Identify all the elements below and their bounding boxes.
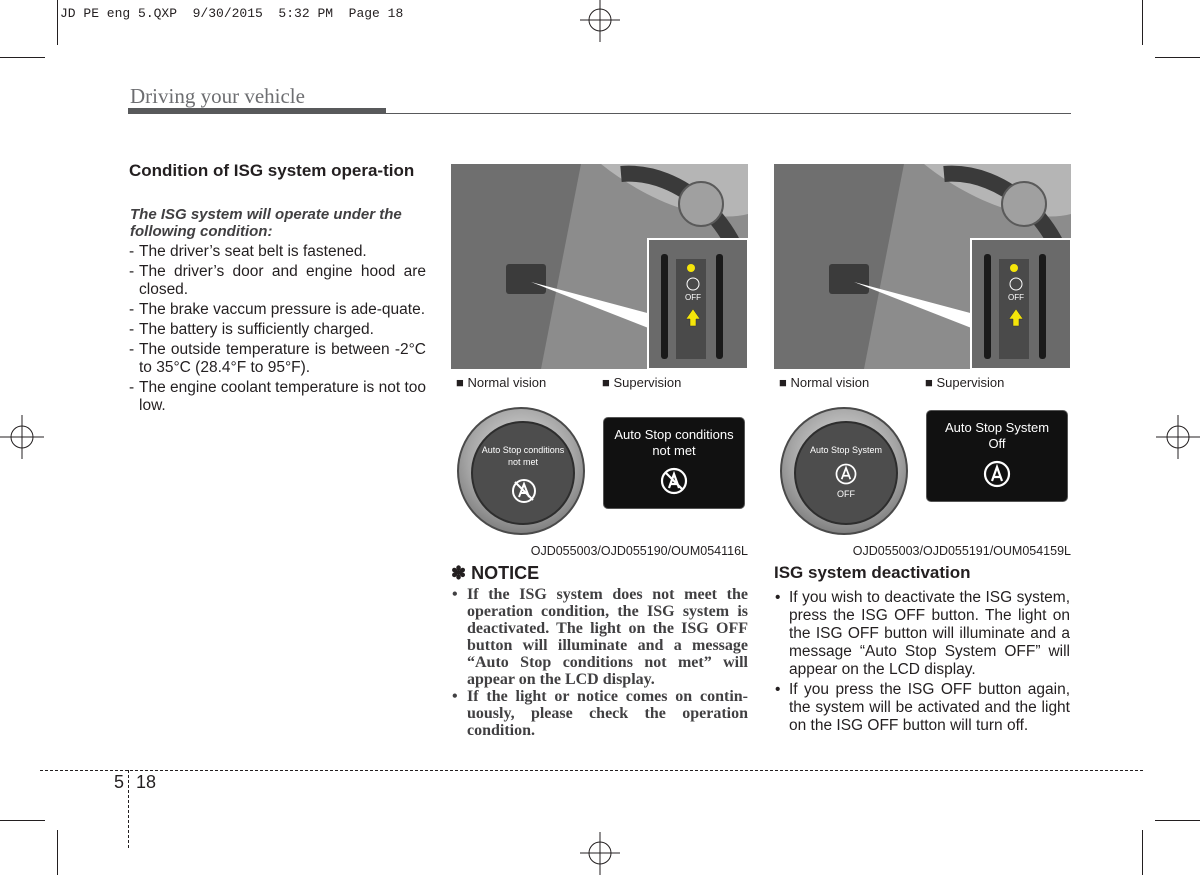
label-normal-vision: ■ Normal vision	[779, 375, 870, 390]
isg-unavailable-icon	[509, 476, 539, 506]
header-rule-thick	[128, 108, 386, 114]
crop-mark	[57, 0, 58, 45]
gauge-display	[794, 421, 898, 525]
gauge-message: not met	[507, 457, 538, 467]
list-item: - The engine coolant temperature is not too low.	[129, 379, 426, 415]
crop-mark	[1155, 820, 1200, 821]
registration-mark-left	[0, 415, 44, 459]
list-item: • If the light or notice comes on contin-uously, please check the operation condition.	[451, 688, 748, 739]
list-item: - The battery is sufficiently charged.	[129, 321, 426, 339]
crop-mark	[0, 57, 45, 58]
gauge-message: Auto Stop conditions	[481, 445, 565, 455]
lcd-screen	[603, 417, 745, 509]
list-item: • If you wish to deactivate the ISG system, press the ISG OFF button. The light on the ISG OFF button will illuminate and a message “Auto Stop System OFF” will appear on the LCD display.	[774, 589, 1070, 679]
section-title: Driving your vehicle	[130, 84, 305, 108]
figure-caption: OJD055003/OJD055190/OUM054116L	[530, 544, 748, 558]
lcd-message: not met	[652, 443, 696, 458]
list-item: - The driver’s seat belt is fastened.	[129, 243, 426, 261]
crop-mark	[1142, 0, 1143, 45]
deactivation-list	[774, 589, 1070, 737]
dashboard-illustration	[774, 164, 1071, 369]
chapter-number: 5	[114, 772, 125, 792]
list-item: - The driver’s door and engine hood are closed.	[129, 263, 426, 299]
crop-mark	[1155, 57, 1200, 58]
isg-unavailable-icon	[659, 466, 689, 496]
crop-mark	[1142, 830, 1143, 875]
lcd-screen	[926, 410, 1068, 502]
label-normal-vision: ■ Normal vision	[456, 375, 547, 390]
figure-auto-stop-off	[774, 164, 1071, 558]
lcd-message: Off	[988, 436, 1006, 451]
isg-off-label: OFF	[1008, 293, 1024, 302]
list-item: • If the ISG system does not meet the operation condition, the ISG system is deactivated. The light on the ISG OFF button will illuminate and a message “Auto Stop conditions not met” will appear on the LCD display.	[451, 586, 748, 688]
dashboard-illustration	[451, 164, 748, 369]
label-supervision: ■ Supervision	[925, 375, 1005, 390]
condition-list	[129, 243, 426, 417]
figure-caption: OJD055003/OJD055191/OUM054159L	[852, 544, 1071, 558]
page-number: 18	[136, 772, 157, 792]
isg-icon	[833, 461, 859, 487]
crop-mark	[0, 820, 45, 821]
dashboard-photo	[451, 164, 748, 369]
notice-title: ✽ NOTICE	[451, 563, 540, 583]
condition-heading: Condition of ISG system opera-tion	[129, 161, 415, 180]
dashboard-photo	[774, 164, 1071, 369]
lcd-message: Auto Stop System	[944, 420, 1050, 435]
gauge-off-text: OFF	[837, 489, 855, 499]
cluster-gauge	[457, 407, 585, 535]
deactivation-heading: ISG system deactivation	[774, 563, 971, 582]
figure-auto-stop-not-met	[451, 164, 748, 558]
registration-mark-bottom	[578, 832, 622, 875]
notice-list	[451, 586, 748, 739]
registration-mark-right	[1156, 415, 1200, 459]
crop-mark	[57, 830, 58, 875]
list-item: - The outside temperature is between -2°C to 35°C (28.4°F to 95°F).	[129, 341, 426, 377]
cluster-gauge	[780, 407, 908, 535]
list-item: - The brake vaccum pressure is ade-quate.	[129, 301, 426, 319]
list-item: • If you press the ISG OFF button again, the system will be activated and the light on the ISG OFF button will turn off.	[774, 681, 1070, 735]
lcd-message: Auto Stop conditions	[614, 427, 734, 442]
gauge-message: Auto Stop System	[809, 445, 883, 455]
condition-intro: The ISG system will operate under the following condition:	[130, 206, 402, 240]
label-supervision: ■ Supervision	[602, 375, 682, 390]
registration-mark-top	[578, 0, 622, 44]
gauge-display	[471, 421, 575, 525]
isg-icon	[982, 459, 1012, 489]
footer-divider	[128, 770, 129, 848]
print-slug: JD PE eng 5.QXP 9/30/2015 5:32 PM Page 18	[60, 6, 404, 21]
isg-off-label: OFF	[685, 293, 701, 302]
header-rule-thin	[386, 113, 1071, 114]
footer-rule	[40, 770, 1143, 771]
